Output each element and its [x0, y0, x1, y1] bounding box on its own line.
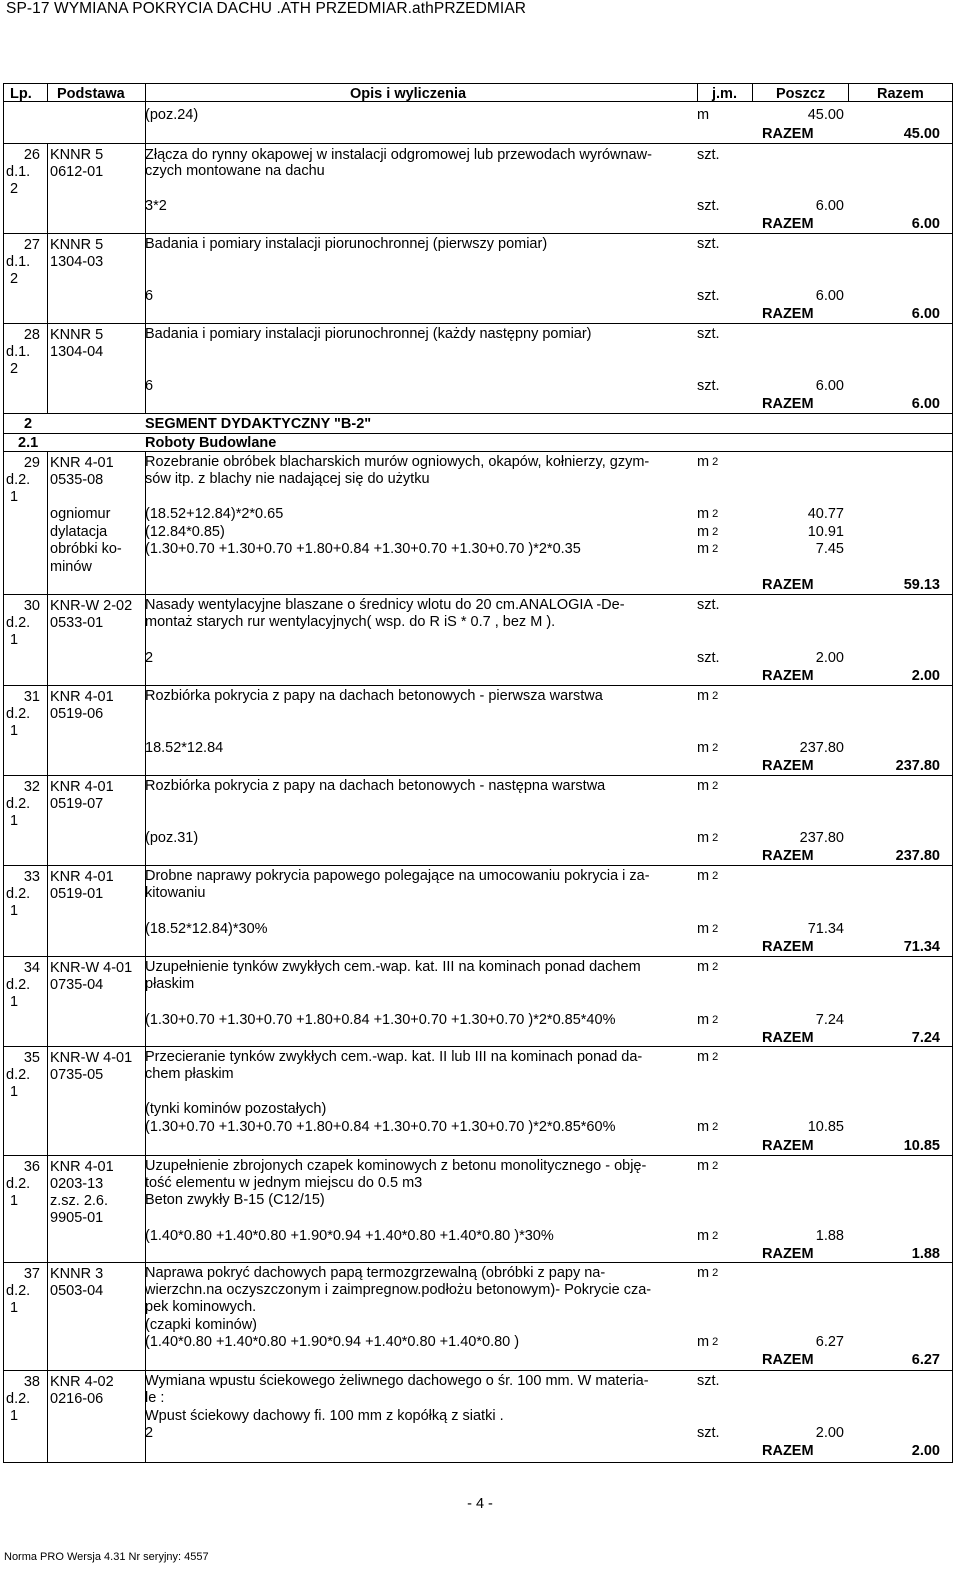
razem-label: RAZEM	[762, 216, 814, 232]
row-unit: szt.	[697, 597, 720, 613]
table-rule	[145, 143, 146, 413]
razem-value: 45.00	[903, 126, 940, 142]
row-calc-expression: (1.40*0.80 +1.40*0.80 +1.90*0.94 +1.40*0.80 +1.40*0.80 )*30%	[145, 1228, 554, 1244]
row-calc-value: 6.00	[815, 198, 844, 214]
row-description: kitowaniu	[145, 885, 206, 901]
row-calc-unit: m 2	[697, 740, 719, 756]
row-calc-value: 40.77	[807, 506, 844, 522]
row-lp-number: 36	[23, 1159, 40, 1175]
row-description: Badania i pomiary instalacji piorunochronnej (każdy następny pomiar)	[145, 326, 592, 342]
row-description: Uzupełnienie tynków zwykłych cem.-wap. kat. III na kominach ponad dachem	[145, 959, 641, 975]
row-calc-value: 6.00	[815, 288, 844, 304]
row-podstawa: 0735-04	[50, 977, 104, 993]
row-calc-unit: m 2	[697, 1012, 719, 1028]
row-podstawa: KNR 4-01	[50, 869, 114, 885]
row-calc-value: 71.34	[807, 921, 844, 937]
row-calc-value: 237.80	[799, 740, 844, 756]
row-podstawa: 1304-04	[50, 344, 104, 360]
razem-label: RAZEM	[762, 939, 814, 955]
table-rule	[47, 143, 48, 413]
header-podstawa: Podstawa	[57, 86, 125, 102]
razem-value: 2.00	[911, 1443, 940, 1459]
row-lp-sub: 1	[9, 1300, 19, 1316]
razem-label: RAZEM	[762, 1352, 814, 1368]
row-lp-sub: 1	[9, 994, 19, 1010]
row-podstawa: KNR-W 4-01	[50, 1050, 133, 1066]
row-calc-expression: (tynki kominów pozostałych)	[145, 1101, 327, 1117]
row-lp-number: 31	[23, 689, 40, 705]
row-unit: m 2	[697, 868, 719, 884]
row-calc-unit: m 2	[697, 506, 719, 522]
row-lp-dzial: d.2.	[6, 886, 31, 902]
row-podstawa: KNNR 5	[50, 327, 104, 343]
row-calc-expression: 18.52*12.84	[145, 740, 224, 756]
table-rule	[697, 83, 698, 101]
row-podstawa: z.sz. 2.6.	[50, 1193, 109, 1209]
row-calc-unit: m 2	[697, 541, 719, 557]
table-rule	[145, 451, 146, 1463]
row-description: Uzupełnienie zbrojonych czapek kominowych z betonu monolitycznego - obję-	[145, 1158, 647, 1174]
razem-value: 59.13	[903, 577, 940, 593]
razem-label: RAZEM	[762, 577, 814, 593]
table-rule	[145, 101, 146, 143]
row-description: chem płaskim	[145, 1066, 234, 1082]
row-podstawa: KNNR 5	[50, 147, 104, 163]
row-calc-expression: 2	[145, 1425, 154, 1441]
row-podstawa: KNR 4-01	[50, 1159, 114, 1175]
row-description: płaskim	[145, 976, 195, 992]
row-description: le :	[145, 1390, 165, 1406]
software-footer: Norma PRO Wersja 4.31 Nr seryjny: 4557	[4, 1551, 209, 1563]
row-calc-unit: szt.	[697, 1425, 720, 1441]
row-calc-expression: (czapki kominów)	[145, 1317, 257, 1333]
row-description: Złącza do rynny okapowej w instalacji odgromowej lub przewodach wyrównaw-	[145, 147, 652, 163]
row-unit: m 2	[697, 959, 719, 975]
row-calc-unit: m 2	[697, 524, 719, 540]
row-lp-number: 33	[23, 869, 40, 885]
row-unit: m 2	[697, 1049, 719, 1065]
row-calc-value: 45.00	[807, 107, 844, 123]
razem-value: 71.34	[903, 939, 940, 955]
row-calc-unit: m 2	[697, 830, 719, 846]
row-calc-label: minów	[50, 559, 92, 575]
razem-label: RAZEM	[762, 668, 814, 684]
header-opis: Opis i wyliczenia	[350, 86, 467, 102]
row-podstawa: 0735-05	[50, 1067, 104, 1083]
row-unit: szt.	[697, 1373, 720, 1389]
row-unit: m 2	[697, 454, 719, 470]
row-lp-dzial: d.2.	[6, 615, 31, 631]
row-description: sów itp. z blachy nie nadającej się do użytku	[145, 471, 430, 487]
row-calc-unit: m 2	[697, 1228, 719, 1244]
row-calc-expression: (12.84*0.85)	[145, 524, 225, 540]
row-calc-unit: m 2	[697, 921, 719, 937]
razem-label: RAZEM	[762, 396, 814, 412]
row-calc-value: 7.24	[815, 1012, 844, 1028]
row-lp-number: 29	[23, 455, 40, 471]
row-podstawa: 0519-07	[50, 796, 104, 812]
row-lp-number: 37	[23, 1266, 40, 1282]
row-unit: szt.	[697, 147, 720, 163]
row-description: Beton zwykły B-15 (C12/15)	[145, 1192, 325, 1208]
row-calc-expression: (poz.31)	[145, 830, 199, 846]
row-description: Wymiana wpustu ściekowego żeliwnego dachowego o śr. 100 mm. W materia-	[145, 1373, 649, 1389]
row-podstawa: 9905-01	[50, 1210, 104, 1226]
razem-value: 6.27	[911, 1352, 940, 1368]
row-unit: szt.	[697, 236, 720, 252]
row-lp-dzial: d.2.	[6, 472, 31, 488]
row-calc-value: 1.88	[815, 1228, 844, 1244]
row-calc-expression: (1.40*0.80 +1.40*0.80 +1.90*0.94 +1.40*0.80 +1.40*0.80 )	[145, 1334, 520, 1350]
row-calc-value: 2.00	[815, 650, 844, 666]
row-description: Naprawa pokryć dachowych papą termozgrzewalną (obróbki z papy na-	[145, 1265, 606, 1281]
table-rule	[47, 83, 48, 101]
row-lp-dzial: d.2.	[6, 1283, 31, 1299]
row-lp-sub: 1	[9, 632, 19, 648]
row-podstawa: 0519-06	[50, 706, 104, 722]
row-lp-sub: 2	[9, 271, 19, 287]
row-lp-sub: 1	[9, 1084, 19, 1100]
row-description: Przecieranie tynków zwykłych cem.-wap. kat. II lub III na kominach ponad da-	[145, 1049, 643, 1065]
razem-value: 237.80	[895, 758, 940, 774]
row-podstawa: KNR-W 2-02	[50, 598, 133, 614]
row-description: wierzchn.na oczyszczonym i zaimpregnow.podłożu betonowym)- Pokrycie cza-	[145, 1282, 652, 1298]
row-calc-expression: (poz.24)	[145, 107, 199, 123]
row-calc-value: 10.85	[807, 1119, 844, 1135]
razem-value: 237.80	[895, 848, 940, 864]
row-calc-expression: (1.30+0.70 +1.30+0.70 +1.80+0.84 +1.30+0.70 +1.30+0.70 )*2*0.85*40%	[145, 1012, 616, 1028]
razem-label: RAZEM	[762, 1246, 814, 1262]
row-lp-dzial: d.2.	[6, 1391, 31, 1407]
row-lp-dzial: d.1.	[6, 344, 31, 360]
razem-label: RAZEM	[762, 758, 814, 774]
row-calc-unit: m	[697, 107, 710, 123]
row-lp-number: 32	[23, 779, 40, 795]
header-jm: j.m.	[712, 86, 737, 102]
razem-value: 6.00	[911, 306, 940, 322]
row-podstawa: KNR-W 4-01	[50, 960, 133, 976]
row-lp-sub: 1	[9, 723, 19, 739]
row-lp-number: 35	[23, 1050, 40, 1066]
row-unit: m 2	[697, 688, 719, 704]
row-lp-dzial: d.2.	[6, 706, 31, 722]
row-unit: m 2	[697, 778, 719, 794]
header-razem: Razem	[877, 86, 924, 102]
row-calc-label: dylatacja	[50, 524, 108, 540]
row-lp-number: 27	[23, 237, 40, 253]
row-podstawa: 0503-04	[50, 1283, 104, 1299]
row-podstawa: 0533-01	[50, 615, 104, 631]
row-calc-unit: szt.	[697, 288, 720, 304]
row-calc-value: 10.91	[807, 524, 844, 540]
razem-value: 6.00	[911, 216, 940, 232]
row-calc-value: 2.00	[815, 1425, 844, 1441]
row-unit: szt.	[697, 326, 720, 342]
row-calc-expression: 3*2	[145, 198, 167, 214]
razem-label: RAZEM	[762, 848, 814, 864]
row-calc-unit: m 2	[697, 1334, 719, 1350]
razem-value: 2.00	[911, 668, 940, 684]
row-description: montaż starych rur wentylacyjnych( wsp. do R iS * 0.7 , bez M ).	[145, 614, 556, 630]
row-description: pek kominowych.	[145, 1299, 257, 1315]
row-lp-number: 26	[23, 147, 40, 163]
row-description: Drobne naprawy pokrycia papowego polegające na umocowaniu pokrycia i za-	[145, 868, 650, 884]
row-calc-expression: (18.52+12.84)*2*0.65	[145, 506, 284, 522]
row-description: czych montowane na dachu	[145, 163, 325, 179]
row-description: Wpust ściekowy dachowy fi. 100 mm z kopółką z siatki .	[145, 1408, 504, 1424]
row-podstawa: 0535-08	[50, 472, 104, 488]
page-number: - 4 -	[467, 1496, 493, 1512]
row-calc-label: obróbki ko-	[50, 541, 122, 557]
row-lp-dzial: d.1.	[6, 254, 31, 270]
row-lp-dzial: d.2.	[6, 1067, 31, 1083]
razem-label: RAZEM	[762, 306, 814, 322]
razem-label: RAZEM	[762, 1138, 814, 1154]
row-lp-number: 30	[23, 598, 40, 614]
row-lp-number: 34	[23, 960, 40, 976]
row-podstawa: KNR 4-02	[50, 1374, 114, 1390]
row-lp-sub: 1	[9, 813, 19, 829]
table-rule	[752, 83, 753, 101]
segment-number: 2.1	[18, 435, 39, 451]
segment-number: 2	[23, 416, 33, 432]
table-rule	[47, 451, 48, 1463]
row-lp-dzial: d.2.	[6, 977, 31, 993]
row-unit: m 2	[697, 1158, 719, 1174]
row-podstawa: KNR 4-01	[50, 779, 114, 795]
document-title: SP-17 WYMIANA POKRYCIA DACHU .ATH PRZEDMIAR.athPRZEDMIAR	[6, 0, 527, 17]
row-podstawa: 0519-01	[50, 886, 104, 902]
table-rule	[145, 83, 146, 101]
row-lp-sub: 1	[9, 1408, 19, 1424]
row-podstawa: KNR 4-01	[50, 689, 114, 705]
table-rule	[3, 433, 953, 434]
row-podstawa: 0216-06	[50, 1391, 104, 1407]
row-description: Rozebranie obróbek blacharskich murów ogniowych, okapów, kołnierzy, gzym-	[145, 454, 650, 470]
row-description: Badania i pomiary instalacji piorunochronnej (pierwszy pomiar)	[145, 236, 548, 252]
row-podstawa: KNR 4-01	[50, 455, 114, 471]
row-calc-unit: szt.	[697, 378, 720, 394]
row-calc-value: 6.27	[815, 1334, 844, 1350]
razem-label: RAZEM	[762, 1443, 814, 1459]
row-calc-value: 7.45	[815, 541, 844, 557]
row-description: Nasady wentylacyjne blaszane o średnicy wlotu do 20 cm.ANALOGIA -De-	[145, 597, 625, 613]
row-podstawa: 0612-01	[50, 164, 104, 180]
row-calc-value: 6.00	[815, 378, 844, 394]
row-podstawa: 0203-13	[50, 1176, 104, 1192]
row-unit: m 2	[697, 1265, 719, 1281]
row-lp-sub: 2	[9, 181, 19, 197]
row-lp-dzial: d.1.	[6, 164, 31, 180]
row-podstawa: 1304-03	[50, 254, 104, 270]
row-calc-unit: szt.	[697, 650, 720, 666]
row-lp-sub: 1	[9, 489, 19, 505]
razem-label: RAZEM	[762, 126, 814, 142]
row-calc-unit: szt.	[697, 198, 720, 214]
razem-value: 1.88	[911, 1246, 940, 1262]
razem-label: RAZEM	[762, 1030, 814, 1046]
row-calc-expression: (1.30+0.70 +1.30+0.70 +1.80+0.84 +1.30+0.70 +1.30+0.70 )*2*0.85*60%	[145, 1119, 616, 1135]
razem-value: 6.00	[911, 396, 940, 412]
row-lp-dzial: d.2.	[6, 796, 31, 812]
row-calc-label: ogniomur	[50, 506, 111, 522]
row-podstawa: KNNR 3	[50, 1266, 104, 1282]
row-lp-sub: 1	[9, 903, 19, 919]
row-lp-dzial: d.2.	[6, 1176, 31, 1192]
row-description: Rozbiórka pokrycia z papy na dachach betonowych - pierwsza warstwa	[145, 688, 603, 704]
row-description: Rozbiórka pokrycia z papy na dachach betonowych - następna warstwa	[145, 778, 606, 794]
header-poszcz: Poszcz	[776, 86, 826, 102]
row-calc-value: 237.80	[799, 830, 844, 846]
row-description: tość elementu w jednym miejscu do 0.5 m3	[145, 1175, 423, 1191]
row-calc-expression: (18.52*12.84)*30%	[145, 921, 268, 937]
header-lp: Lp.	[10, 86, 32, 102]
razem-value: 7.24	[911, 1030, 940, 1046]
row-lp-sub: 1	[9, 1193, 19, 1209]
row-lp-number: 28	[23, 327, 40, 343]
row-lp-number: 38	[23, 1374, 40, 1390]
row-calc-expression: (1.30+0.70 +1.30+0.70 +1.80+0.84 +1.30+0.70 +1.30+0.70 )*2*0.35	[145, 541, 581, 557]
row-calc-expression: 6	[145, 378, 154, 394]
table-rule	[3, 413, 953, 414]
row-calc-expression: 2	[145, 650, 154, 666]
row-calc-unit: m 2	[697, 1119, 719, 1135]
segment-title: SEGMENT DYDAKTYCZNY "B-2"	[145, 416, 372, 432]
row-podstawa: KNNR 5	[50, 237, 104, 253]
razem-value: 10.85	[903, 1138, 940, 1154]
table-rule	[848, 83, 849, 101]
row-lp-sub: 2	[9, 361, 19, 377]
segment-title: Roboty Budowlane	[145, 435, 277, 451]
row-calc-expression: 6	[145, 288, 154, 304]
